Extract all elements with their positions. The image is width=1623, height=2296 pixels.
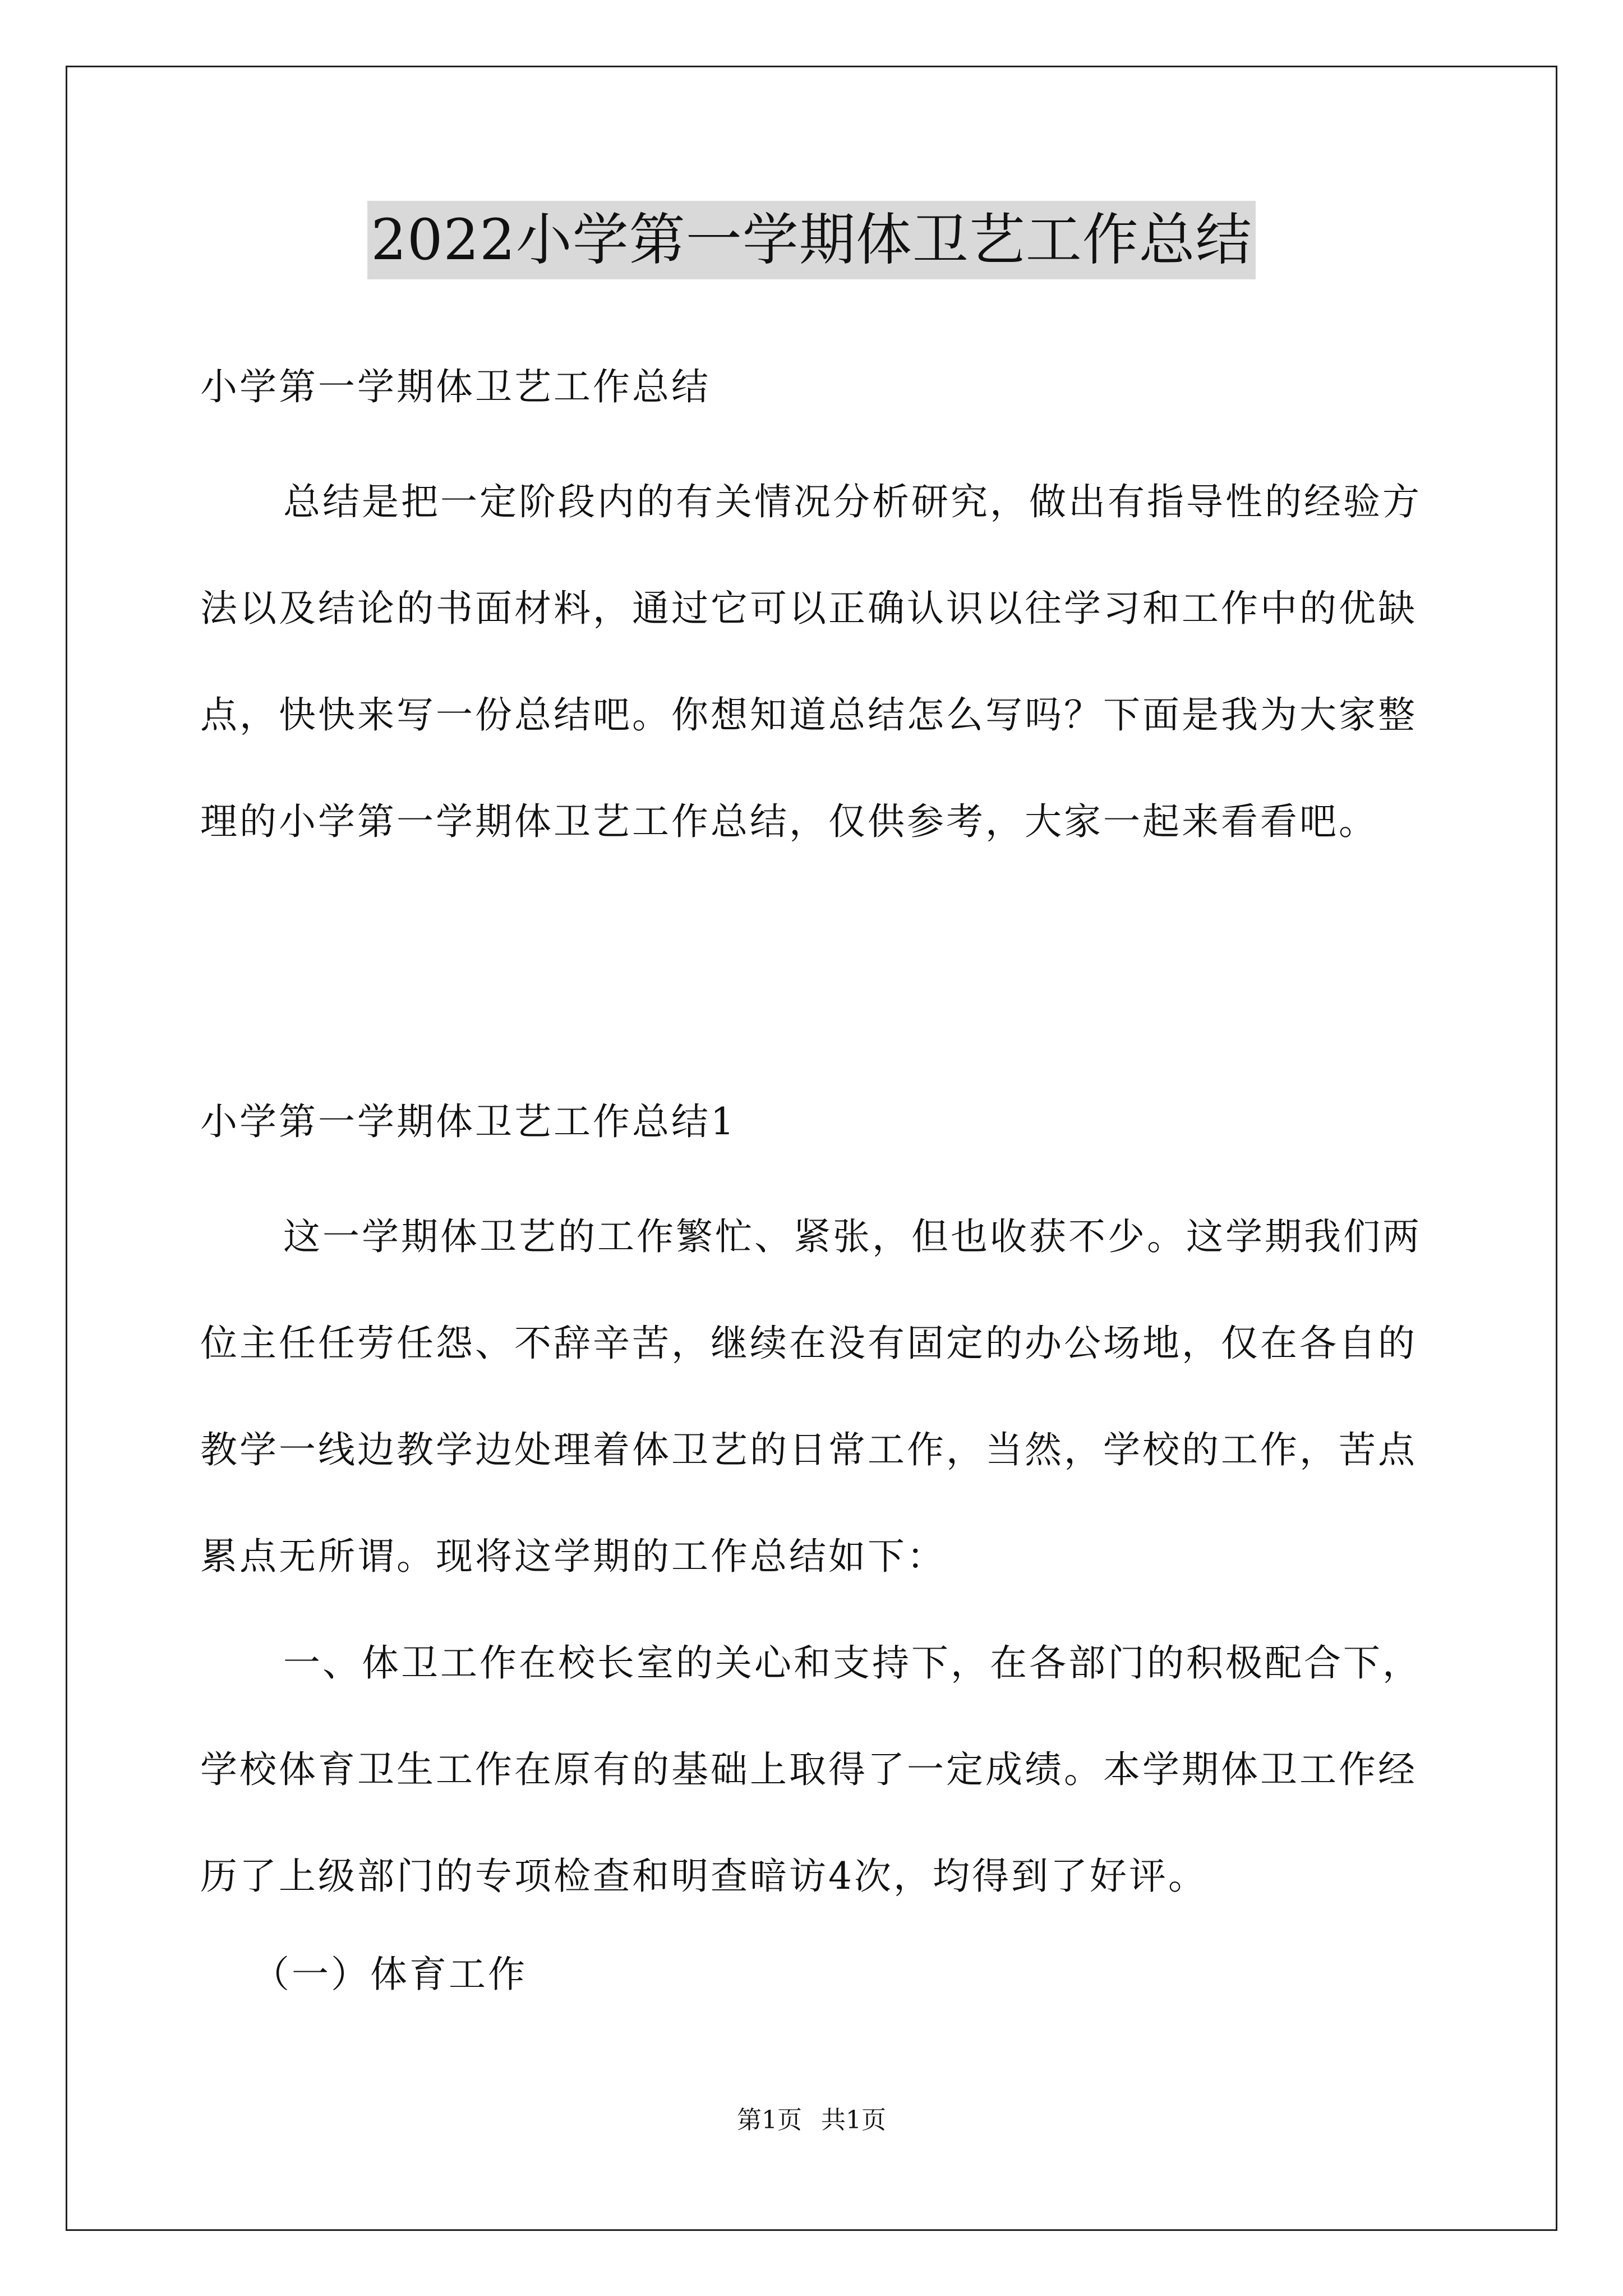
title-container [0,201,1623,279]
sub-item-heading: （一）体育工作 [252,1953,527,1996]
body-paragraph-2: 一、体卫工作在校长室的关心和支持下，在各部门的积极配合下，学校体育卫生工作在原有的基础上取得了一定成绩。本学期体卫工作经历了上级部门的专项检查和明查暗访4次，均得到了好评。 [200,1641,1422,1898]
intro-paragraph: 总结是把一定阶段内的有关情况分析研究，做出有指导性的经验方法以及结论的书面材料，通过它可以正确认识以往学习和工作中的优缺点，快快来写一份总结吧。你想知道总结怎么写吗？下面是我为大家整理的小学第一学期体卫艺工作总结，仅供参考，大家一起来看看吧。 [200,480,1422,843]
page-total: 共1页 [821,2106,886,2134]
body-paragraph-1: 这一学期体卫艺的工作繁忙、紧张，但也收获不少。这学期我们两位主任任劳任怨、不辞辛苦，继续在没有固定的办公场地，仅在各自的教学一线边教学边处理着体卫艺的日常工作，当然，学校的工作，苦点累点无所谓。现将这学期的工作总结如下： [200,1215,1422,1578]
document-subtitle: 小学第一学期体卫艺工作总结 [200,365,711,408]
document-title: 2022小学第一学期体卫艺工作总结 [367,201,1256,279]
page-footer [0,2104,1623,2137]
page-current: 第1页 [737,2106,802,2134]
section-title: 小学第一学期体卫艺工作总结1 [200,1100,736,1143]
